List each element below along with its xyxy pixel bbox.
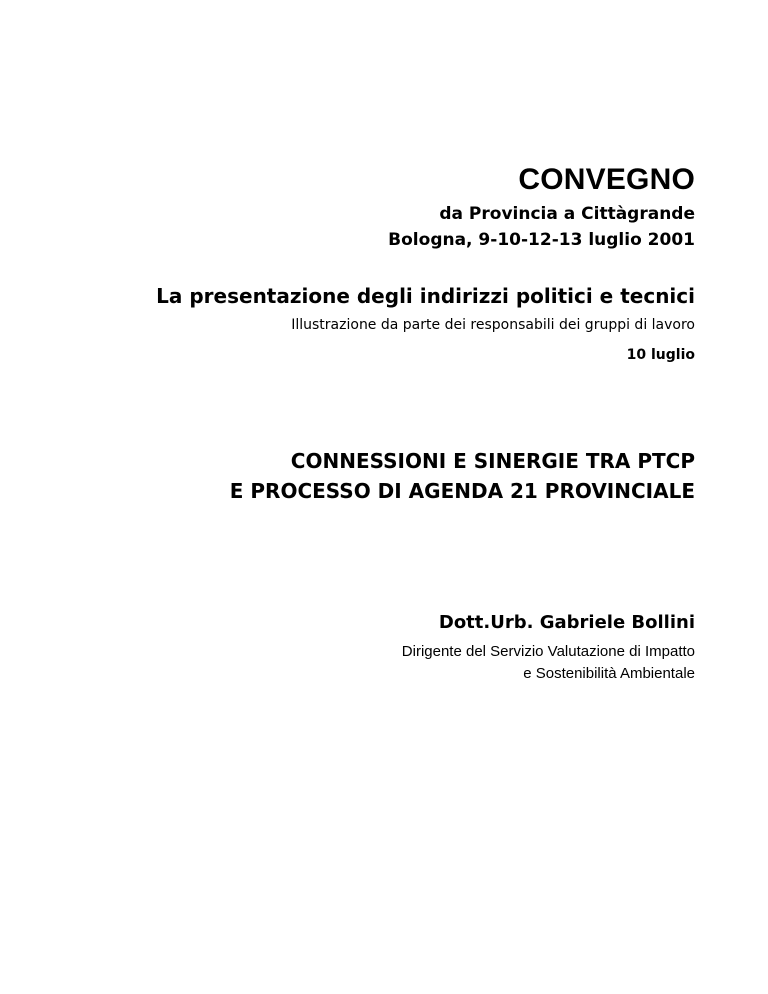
talk-title-line-2: E PROCESSO DI AGENDA 21 PROVINCIALE [229,479,695,503]
conference-subtitle [388,201,695,253]
session-date: 10 luglio [626,347,695,363]
speaker-role-line-1: Dirigente del Servizio Valutazione di Impatto [401,643,695,660]
speaker-role-line-2: e Sostenibilità Ambientale [523,665,695,682]
talk-title-line-1: CONNESSIONI E SINERGIE TRA PTCP [290,449,695,473]
section-title: La presentazione degli indirizzi politici e tecnici [156,284,695,308]
conference-subtitle-line-1: da Provincia a Cittàgrande [439,204,695,224]
section-description: Illustrazione da parte dei responsabili dei gruppi di lavoro [291,317,695,333]
speaker-name: Dott.Urb. Gabriele Bollini [438,612,695,633]
conference-subtitle-line-2: Bologna, 9-10-12-13 luglio 2001 [388,230,695,250]
conference-title: CONVEGNO [518,163,695,196]
talk-title [230,446,695,506]
speaker-role [402,641,695,685]
